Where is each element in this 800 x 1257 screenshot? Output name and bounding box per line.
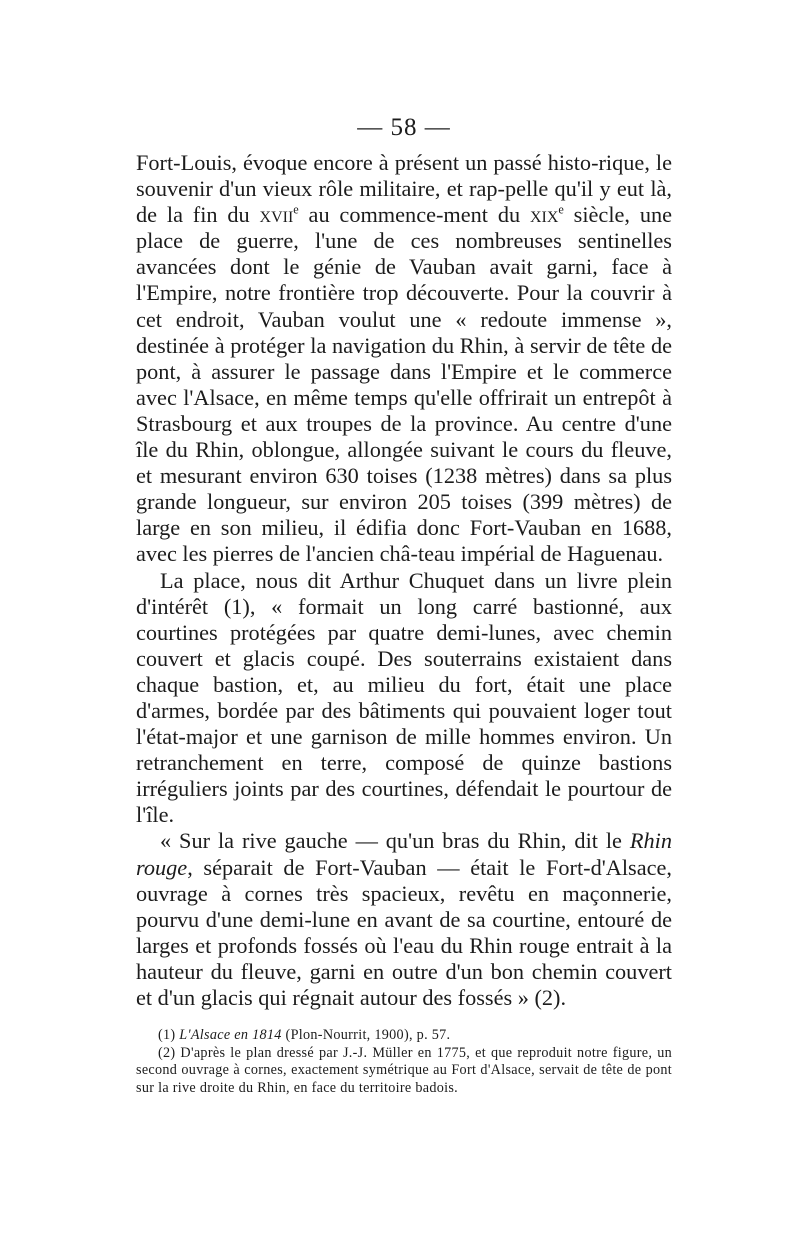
paragraph-rive-gauche [136, 828, 672, 1011]
paragraph-fort-louis [136, 150, 672, 568]
footnote-book-title: L'Alsace en 1814 [179, 1027, 282, 1044]
footnote-2: (2) D'après le plan dressé par J.-J. Müller en 1775, et que reproduit notre figure, un second ouvrage à cornes, exactement symétrique au Fort d'Alsace, servait de tête de pont sur la rive droite du Rhin, en face du territoire badois. [136, 1044, 672, 1096]
page-number: — 58 — [357, 114, 451, 141]
text-segment: Fort-Louis, évoque encore à présent un passé histo-rique, le souvenir d'un vieux rôle militaire, et rap-pelle qu'il y eut là, de la fin du [136, 150, 672, 228]
footnotes [136, 1027, 672, 1097]
ordinal-suffix: e [558, 202, 564, 217]
text-segment: au commence-ment du [298, 202, 530, 228]
text-segment: siècle, une place de guerre, l'une de ces nombreuses sentinelles avancées dont le génie de Vauban avait garni, face à l'Empire, notre frontière trop découverte. Pour la couvrir à cet endroit, Vauban voulut une « redoute immense », destinée à protéger la navigation du Rhin, à servir de tête de pont, à assurer le passage dans l'Empire et le commerce avec l'Alsace, en même temps qu'elle offrirait un entrepôt à Strasbourg et aux troupes de la province. Au centre d'une île du Rhin, oblongue, allongée suivant le cours du fleuve, et mesurant environ 630 toises (1238 mètres) dans sa plus grande longueur, sur environ 205 toises (399 mètres) de large en son milieu, il édifia donc Fort-Vauban en 1688, avec les pierres de l'ancien châ-teau impérial de Haguenau. [136, 202, 673, 567]
century-numeral: xix [529, 202, 559, 228]
italic-term: Rhin rouge [136, 828, 672, 880]
text-segment: , séparait de Fort-Vauban — était le Fort-d'Alsace, ouvrage à cornes très spacieux, revêtu en maçonnerie, pourvu d'une demi-lune en avant de sa courtine, entouré de larges et profonds fossés où l'eau du Rhin rouge entrait à la hauteur du fleuve, garni en outre d'un bon chemin couvert et d'un glacis qui régnait autour des fossés » (2). [136, 854, 672, 1010]
century-numeral: xvii [259, 202, 294, 228]
footnote-1 [136, 1027, 672, 1045]
paragraph-chuquet-quote: La place, nous dit Arthur Chuquet dans un livre plein d'intérêt (1), « formait un long carré bastionné, aux courtines protégées par quatre demi-lunes, avec chemin couvert et glacis coupé. Des souterrains existaient dans chaque bastion, et, au milieu du fort, était une place d'armes, bordée par des bâtiments qui pouvaient loger tout l'état-major et une garnison de mille hommes environ. Un retranchement en terre, composé de quinze bastions irréguliers joints par des courtines, défendait le pourtour de l'île. [136, 567, 672, 828]
footnote-marker: (1) [158, 1027, 180, 1044]
body-text [136, 150, 672, 1011]
book-page [136, 108, 672, 1097]
footnote-text: (Plon-Nourrit, 1900), p. 57. [281, 1027, 451, 1044]
text-segment: « Sur la rive gauche — qu'un bras du Rhin, dit le [160, 828, 630, 854]
ordinal-suffix: e [293, 202, 299, 217]
